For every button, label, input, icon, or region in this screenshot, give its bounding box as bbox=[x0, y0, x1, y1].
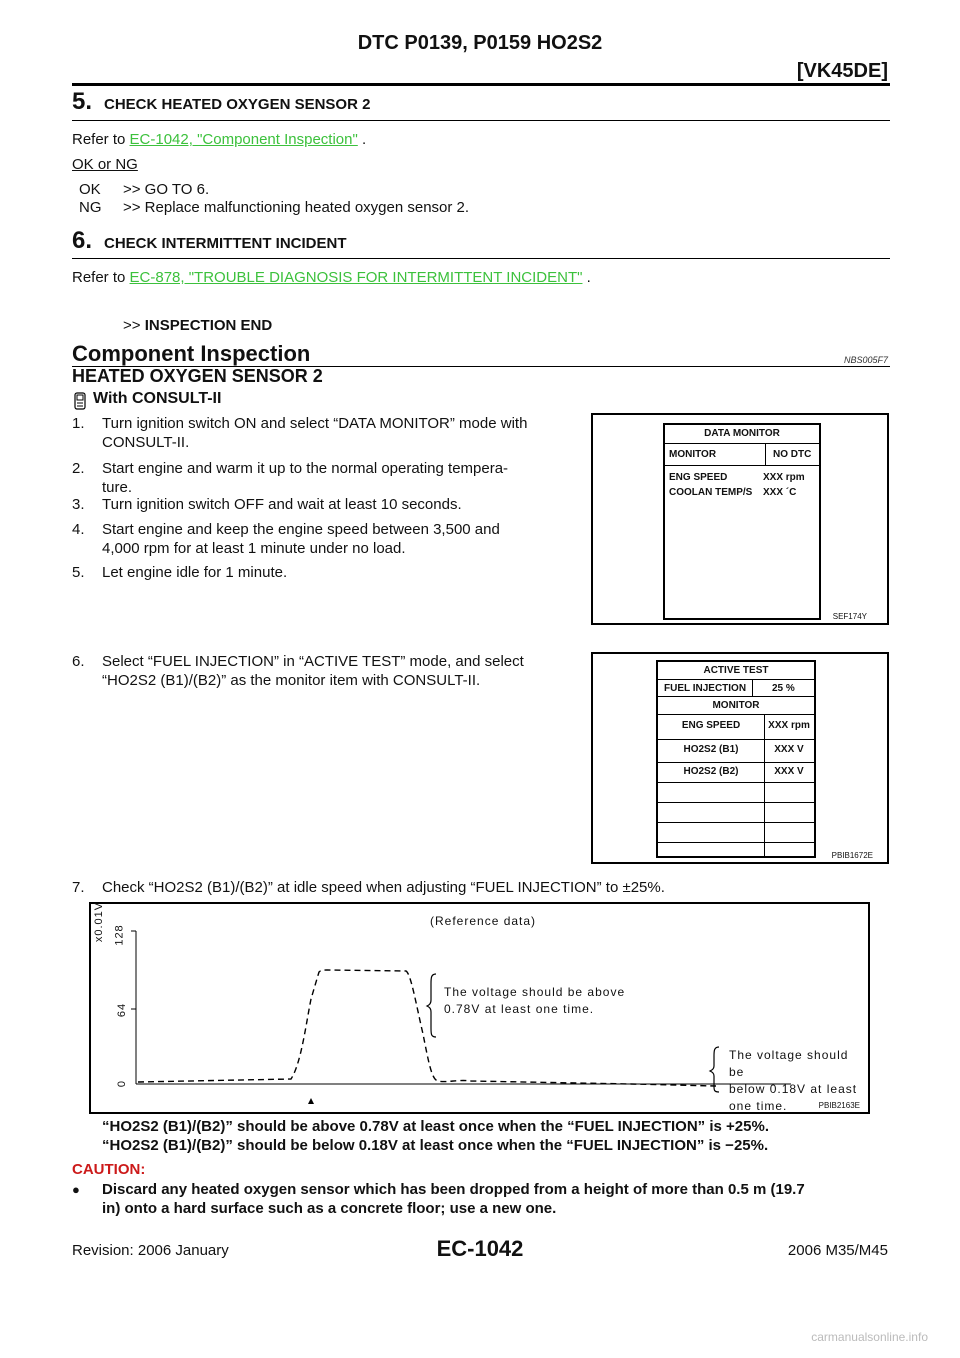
step-1: 1. Turn ignition switch ON and select “DATA MONITOR” mode with CONSULT-II. bbox=[72, 415, 528, 451]
step-6: 6. Select “FUEL INJECTION” in “ACTIVE TEST” mode, and select “HO2S2 (B1)/(B2)” as the monitor item with CONSULT-II. bbox=[72, 653, 524, 689]
y-tick-64: 64 bbox=[116, 1002, 129, 1018]
reference-data-label: (Reference data) bbox=[430, 914, 537, 928]
y-unit-label: x0.01V bbox=[93, 901, 106, 943]
caution-line-2: in) onto a hard surface such as a concrete floor; use a new one. bbox=[102, 1200, 557, 1217]
consult-screen-data-monitor bbox=[663, 423, 821, 620]
bullet-icon: ● bbox=[72, 1182, 80, 1197]
ho2s2-b1-label: HO2S2 (B1) bbox=[683, 744, 739, 755]
monitor-label: MONITOR bbox=[669, 449, 717, 460]
figure-id: SEF174Y bbox=[832, 612, 867, 621]
step-3: 3. Turn ignition switch OFF and wait at least 10 seconds. bbox=[72, 496, 462, 513]
consult-screen-active-test bbox=[656, 660, 816, 858]
fuel-injection-label: FUEL INJECTION bbox=[664, 683, 747, 694]
component-inspection-link[interactable]: EC-1042, "Component Inspection" bbox=[129, 131, 358, 148]
no-dtc-label: NO DTC bbox=[773, 449, 812, 460]
eng-speed-label: ENG SPEED bbox=[669, 472, 728, 483]
page-title: DTC P0139, P0159 HO2S2 bbox=[357, 32, 603, 54]
sensor-subtitle: HEATED OXYGEN SENSOR 2 bbox=[72, 366, 323, 386]
section-tag: NBS005F7 bbox=[843, 355, 888, 365]
step-2: 2. Start engine and warm it up to the normal operating tempera- ture. bbox=[72, 460, 509, 496]
watermark: carmanualsonline.info bbox=[811, 1330, 928, 1344]
eng-speed-label: ENG SPEED bbox=[681, 720, 741, 731]
ho2s2-b2-label: HO2S2 (B2) bbox=[683, 766, 739, 777]
caution-line-1: Discard any heated oxygen sensor which has been dropped from a height of more than 0.5 m (19.7 bbox=[102, 1181, 805, 1198]
caution-title: CAUTION: bbox=[72, 1161, 146, 1178]
step-7: 7. Check “HO2S2 (B1)/(B2)” at idle speed when adjusting “FUEL INJECTION” to ±25%. bbox=[72, 879, 665, 896]
section-6-refer bbox=[72, 268, 591, 287]
cursor-marker bbox=[308, 1098, 314, 1104]
note-below: The voltage should be below 0.18V at least one time. bbox=[729, 1048, 858, 1113]
step-5: 5. Let engine idle for 1 minute. bbox=[72, 564, 288, 581]
end-arrow: >> bbox=[123, 317, 141, 334]
figure-voltage-waveform bbox=[89, 902, 870, 1114]
refer-prefix: Refer to bbox=[72, 131, 126, 148]
coolant-temp-label: COOLAN TEMP/S bbox=[669, 487, 753, 498]
section-6-heading: CHECK INTERMITTENT INCIDENT bbox=[104, 235, 347, 252]
eng-speed-value: XXX rpm bbox=[763, 472, 805, 483]
ng-label: NG bbox=[79, 199, 102, 216]
y-tick-0: 0 bbox=[116, 1080, 129, 1088]
figure-id: PBIB1672E bbox=[831, 851, 873, 860]
section-6-rule bbox=[72, 258, 890, 259]
voltage-trace bbox=[138, 970, 716, 1086]
result-above: “HO2S2 (B1)/(B2)” should be above 0.78V at least once when the “FUEL INJECTION” is +25%. bbox=[102, 1118, 769, 1135]
result-below: “HO2S2 (B1)/(B2)” should be below 0.18V at least once when the “FUEL INJECTION” is −25%. bbox=[102, 1137, 769, 1154]
section-6-number: 6. bbox=[72, 227, 93, 254]
footer-revision: Revision: 2006 January bbox=[72, 1242, 229, 1259]
footer-page-number: EC-1042 bbox=[436, 1236, 524, 1261]
y-tick-128: 128 bbox=[113, 924, 126, 946]
component-inspection-title: Component Inspection bbox=[72, 341, 311, 366]
figure-id: PBIB2163E bbox=[818, 1101, 860, 1110]
monitor-label: MONITOR bbox=[712, 700, 760, 711]
engine-code: [VK45DE] bbox=[796, 60, 888, 82]
coolant-temp-value: XXX ´C bbox=[763, 487, 797, 498]
screen-title: DATA MONITOR bbox=[704, 428, 780, 439]
intermittent-incident-link[interactable]: EC-878, "TROUBLE DIAGNOSIS FOR INTERMITTENT INCIDENT" bbox=[129, 269, 583, 286]
eng-speed-value: XXX rpm bbox=[768, 720, 810, 731]
footer-model: 2006 M35/M45 bbox=[787, 1242, 888, 1259]
inspection-end bbox=[123, 316, 272, 335]
section-5-heading: CHECK HEATED OXYGEN SENSOR 2 bbox=[104, 96, 371, 113]
ok-label: OK bbox=[79, 181, 101, 198]
figure-data-monitor bbox=[591, 413, 889, 625]
refer-suffix: . bbox=[361, 131, 367, 148]
section-5-rule bbox=[72, 120, 890, 121]
refer-suffix: . bbox=[586, 269, 591, 286]
ho2s2-b1-value: XXX V bbox=[774, 744, 804, 755]
end-text: INSPECTION END bbox=[144, 317, 273, 334]
figure-active-test bbox=[591, 652, 889, 864]
refer-prefix: Refer to bbox=[72, 269, 126, 286]
section-5-number: 5. bbox=[72, 88, 93, 115]
header-rule bbox=[72, 83, 890, 86]
with-consult-label: With CONSULT-II bbox=[93, 390, 222, 407]
ok-result: >> GO TO 6. bbox=[123, 181, 210, 198]
ho2s2-b2-value: XXX V bbox=[774, 766, 804, 777]
note-above: The voltage should be above 0.78V at least one time. bbox=[444, 985, 626, 1016]
step-4: 4. Start engine and keep the engine speed between 3,500 and 4,000 rpm for at least 1 minute under no load. bbox=[72, 521, 500, 557]
screen-title: ACTIVE TEST bbox=[703, 665, 769, 676]
ng-result: >> Replace malfunctioning heated oxygen sensor 2. bbox=[123, 199, 470, 216]
ok-or-ng-label: OK or NG bbox=[72, 156, 138, 173]
section-5-refer bbox=[72, 130, 366, 149]
consult-tool-icon bbox=[72, 392, 88, 408]
fuel-injection-value: 25 % bbox=[772, 683, 795, 694]
